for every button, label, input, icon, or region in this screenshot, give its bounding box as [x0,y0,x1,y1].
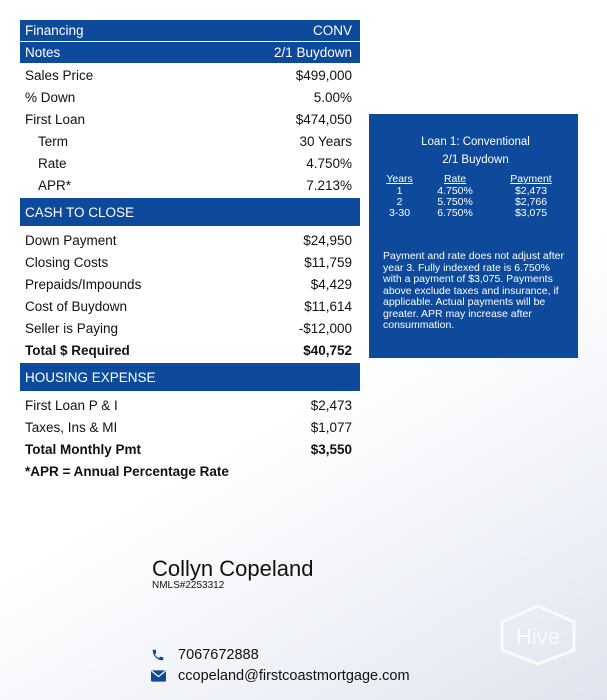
row-label: Rate [38,155,67,171]
loan-box-subtitle: 2/1 Buydown [442,154,509,166]
total-required-row [20,339,360,361]
row-value: $24,950 [303,232,352,248]
notes-label: Notes [25,45,61,60]
phone-icon [150,647,166,663]
rate-cell: 4.750% [437,185,473,197]
rate-row [20,152,360,174]
loan-summary-table [20,20,360,482]
years-cell: 2 [396,196,403,208]
taxes-ins-row [20,416,360,438]
rate-schedule-table [383,172,568,219]
row-label: First Loan P & I [25,397,118,413]
phone-number[interactable]: 7067672888 [178,647,259,663]
row-value: -$12,000 [298,320,352,336]
row-label: First Loan [25,111,86,127]
payment-cell: $3,075 [514,207,548,219]
loan-details-box [369,114,578,358]
row-value: $474,050 [295,111,352,127]
rate-header: Rate [443,173,467,185]
financing-label: Financing [25,23,84,38]
cash-to-close-header: CASH TO CLOSE [20,198,360,226]
cost-of-buydown-row [20,295,360,317]
row-label: Term [38,133,68,149]
phone-contact[interactable] [150,647,259,663]
row-label: Cost of Buydown [25,298,128,314]
closing-costs-row [20,251,360,273]
row-label: % Down [25,89,76,105]
years-cell: 1 [396,185,403,197]
watermark-text: Hive [515,624,561,649]
row-value: 7.213% [306,177,352,193]
financing-value: CONV [312,23,352,38]
total-value: $40,752 [303,342,352,358]
years-cell: 3-30 [389,207,411,219]
nmls-number: NMLS#2253312 [152,580,225,591]
mail-icon [150,668,166,684]
down-payment-row [20,229,360,251]
total-value: $3,550 [310,441,352,457]
row-value: $4,429 [310,276,352,292]
loan-box-title: Loan 1: Conventional [421,136,530,148]
loan-disclaimer: Payment and rate does not adjust after year 3. Fully indexed rate is 6.750% with a payment of $3,075. Payments above exclude taxes and insurance, if applicable. Actual payments will be greater. APR may increase after consummation. [383,250,564,331]
row-value: 4.750% [306,155,352,171]
row-value: $11,759 [304,254,352,270]
payment-header: Payment [510,173,552,185]
row-label: Prepaids/Impounds [25,276,142,292]
payment-cell: $2,473 [514,185,548,197]
rate-cell: 6.750% [437,207,473,219]
row-value: $11,614 [304,298,352,314]
row-label: Down Payment [25,232,117,248]
row-label: Seller is Paying [25,320,119,336]
term-row [20,130,360,152]
email-address[interactable]: ccopeland@firstcoastmortgage.com [178,668,410,684]
row-label: Sales Price [25,67,94,83]
row-value: $499,000 [295,67,352,83]
total-label: Total $ Required [25,342,130,358]
row-label: Closing Costs [25,254,109,270]
hive-watermark-logo [496,604,580,666]
payment-cell: $2,766 [514,196,548,208]
table-row [383,208,568,219]
row-value: $1,077 [310,419,352,435]
years-header: Years [386,173,413,185]
financing-row [20,20,360,42]
row-value: 5.00% [313,89,352,105]
email-contact[interactable] [150,668,410,684]
row-label: APR* [38,177,72,193]
housing-expense-header: HOUSING EXPENSE [20,363,360,391]
notes-row [20,42,360,64]
first-loan-pi-row [20,394,360,416]
apr-row [20,174,360,196]
rate-schedule-header [383,172,568,186]
row-value: 30 Years [299,133,352,149]
total-label: Total Monthly Pmt [25,441,141,457]
first-loan-row [20,108,360,130]
seller-paying-row [20,317,360,339]
percent-down-row [20,86,360,108]
prepaids-row [20,273,360,295]
row-value: $2,473 [310,397,352,413]
notes-value: 2/1 Buydown [273,45,352,60]
total-monthly-row [20,438,360,460]
loan-officer-name: Collyn Copeland [152,556,314,581]
sales-price-row [20,64,360,86]
row-label: Taxes, Ins & MI [25,419,118,435]
apr-footnote: *APR = Annual Percentage Rate [25,463,229,479]
rate-cell: 5.750% [437,196,473,208]
